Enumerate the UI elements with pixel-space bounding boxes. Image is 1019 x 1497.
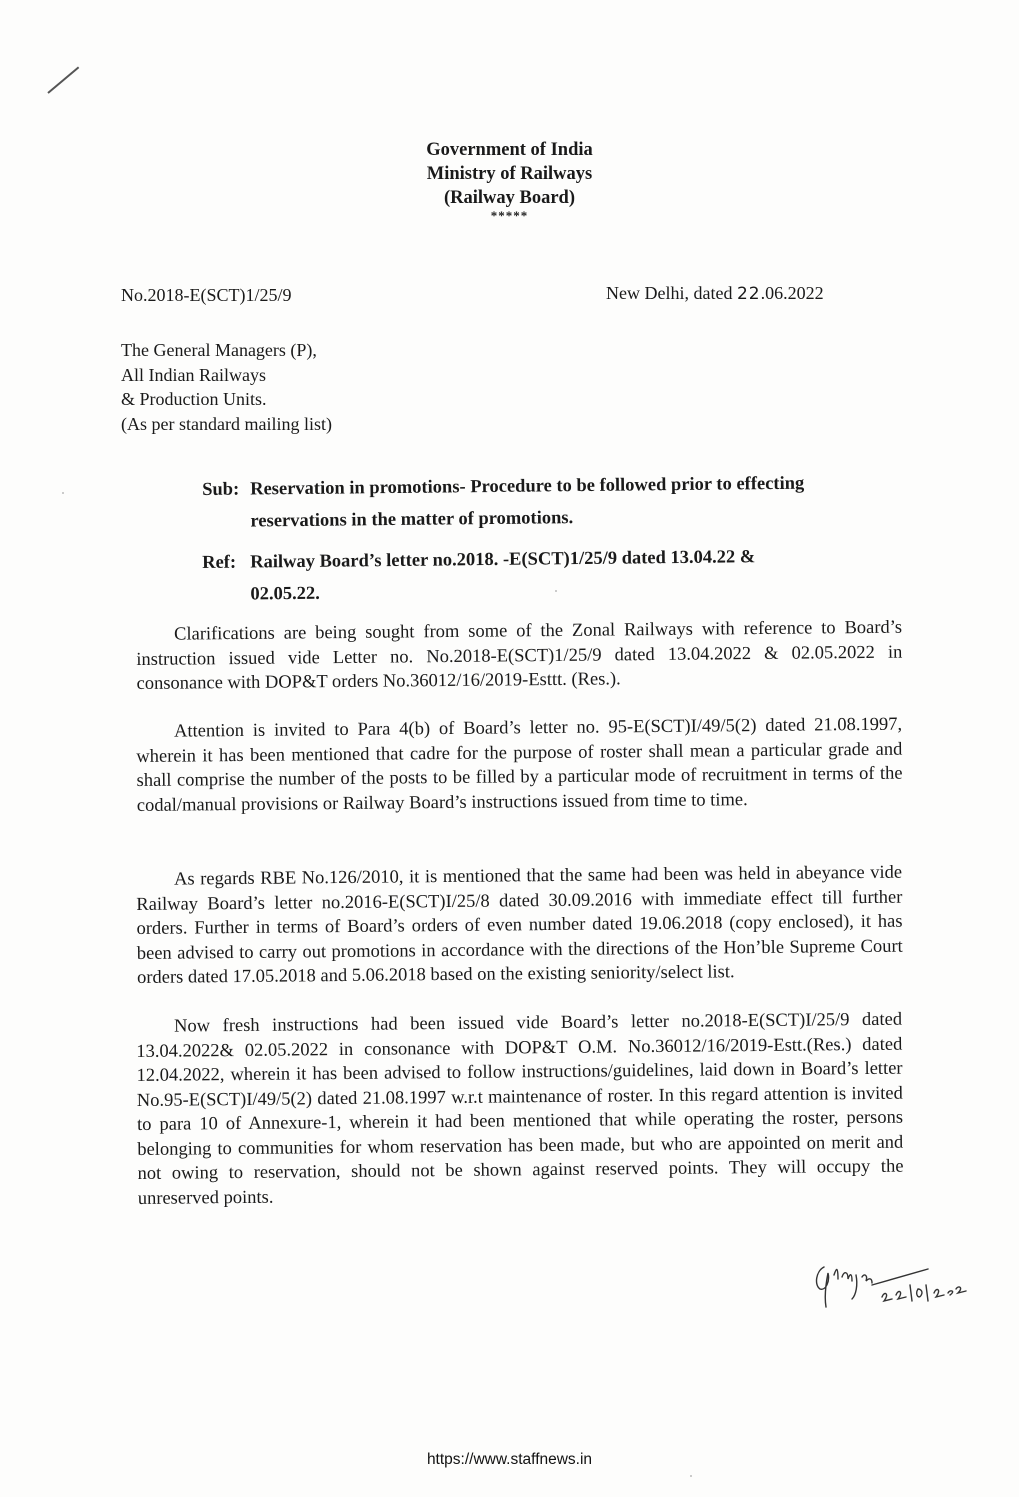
letterhead-board: (Railway Board) (443, 188, 576, 208)
letter-number: No.2018-E(SCT)1/25/9 (121, 285, 292, 305)
handwritten-day: 22 (736, 284, 761, 304)
addressee-line: All Indian Railways (121, 364, 266, 385)
signature-icon (810, 1255, 1000, 1315)
letterhead-stars: ***** (490, 208, 529, 223)
letterhead-ministry: Ministry of Railways (426, 164, 593, 184)
pen-stroke-mark (47, 67, 79, 94)
letterhead-government: Government of India (426, 140, 593, 160)
subject-line-2: reservations in the matter of promotions. (250, 508, 574, 532)
addressee-block (121, 338, 332, 436)
subject-label: Sub: (202, 479, 240, 500)
scan-speck (62, 492, 64, 494)
place-and-date (606, 283, 824, 304)
footer-url[interactable]: https://www.staffnews.in (426, 1451, 593, 1468)
subject (202, 467, 903, 538)
scan-speck (555, 590, 557, 592)
letterhead (0, 138, 1019, 222)
reference-label: Ref: (202, 552, 237, 573)
addressee-line: The General Managers (P), (121, 340, 317, 360)
place-dated-prefix: New Delhi, dated (606, 283, 733, 303)
paragraph-attention: Attention is invited to Para 4(b) of Board’s letter no. 95-E(SCT)I/49/5(2) dated 21.08.1997, wherein it has been mentioned that cadre for the purpose of roster shall mean a particular grade and shall comprise the number of the posts to be filled by a particular mode of recruitment in terms of the codal/manual provisions or Railway Board’s instructions issued from time to time. (136, 714, 903, 816)
scan-speck (690, 1475, 692, 1477)
paragraph-rbe: As regards RBE No.126/2010, it is mentioned that the same had been was held in abeyance vide Railway Board’s letter no.2016-E(SCT)I/25/8 dated 30.09.2016 with immediate effect till further orders. Further in terms of Board’s orders of even number dated 19.06.2018 (copy enclosed), it has been advised to carry out promotions in accordance with the directions of the Hon’ble Supreme Court orders dated 17.05.2018 and 5.06.2018 based on the existing seniority/select list. (136, 862, 903, 988)
reference-line-1: Railway Board’s letter no.2018. -E(SCT)1/25/9 dated 13.04.22 & (250, 547, 756, 573)
addressee-line: (As per standard mailing list) (121, 413, 332, 434)
addressee-line: & Production Units. (121, 389, 267, 409)
reference (202, 540, 903, 611)
paragraph-clarifications: Clarifications are being sought from some of the Zonal Railways with reference to Board’s instruction issued vide Letter no. No.2018-E(SCT)1/25/9 dated 13.04.2022 & 02.05.2022 in consonance with DOP&T orders No.36012/16/2019-Esttt. (Res.). (136, 617, 903, 694)
paragraph-fresh-instructions: Now fresh instructions had been issued vide Board’s letter no.2018-E(SCT)I/25/9 dated 13.04.2022& 02.05.2022 in consonance with DOP&T O.M. No.36012/16/2019-Estt.(Res.) dated 12.04.2022, wherein it has been advised to follow instructions/guidelines, laid down in Board’s letter No.95-E(SCT)I/49/5(2) dated 21.08.1997 w.r.t maintenance of roster. In this regard attention is invited to para 10 of Annexure-1, wherein it had been mentioned that while operating the roster, persons belonging to communities for whom reservation has been made, but who are appointed on merit and not owing to reservation, should not be shown against reserved points. They will occupy the unreserved points. (136, 1009, 904, 1209)
date-rest: .06.2022 (760, 283, 824, 303)
reference-line-2: 02.05.22. (250, 583, 320, 605)
subject-line-1: Reservation in promotions- Procedure to be followed prior to effecting (250, 473, 805, 500)
handwritten-signature (810, 1255, 1000, 1315)
